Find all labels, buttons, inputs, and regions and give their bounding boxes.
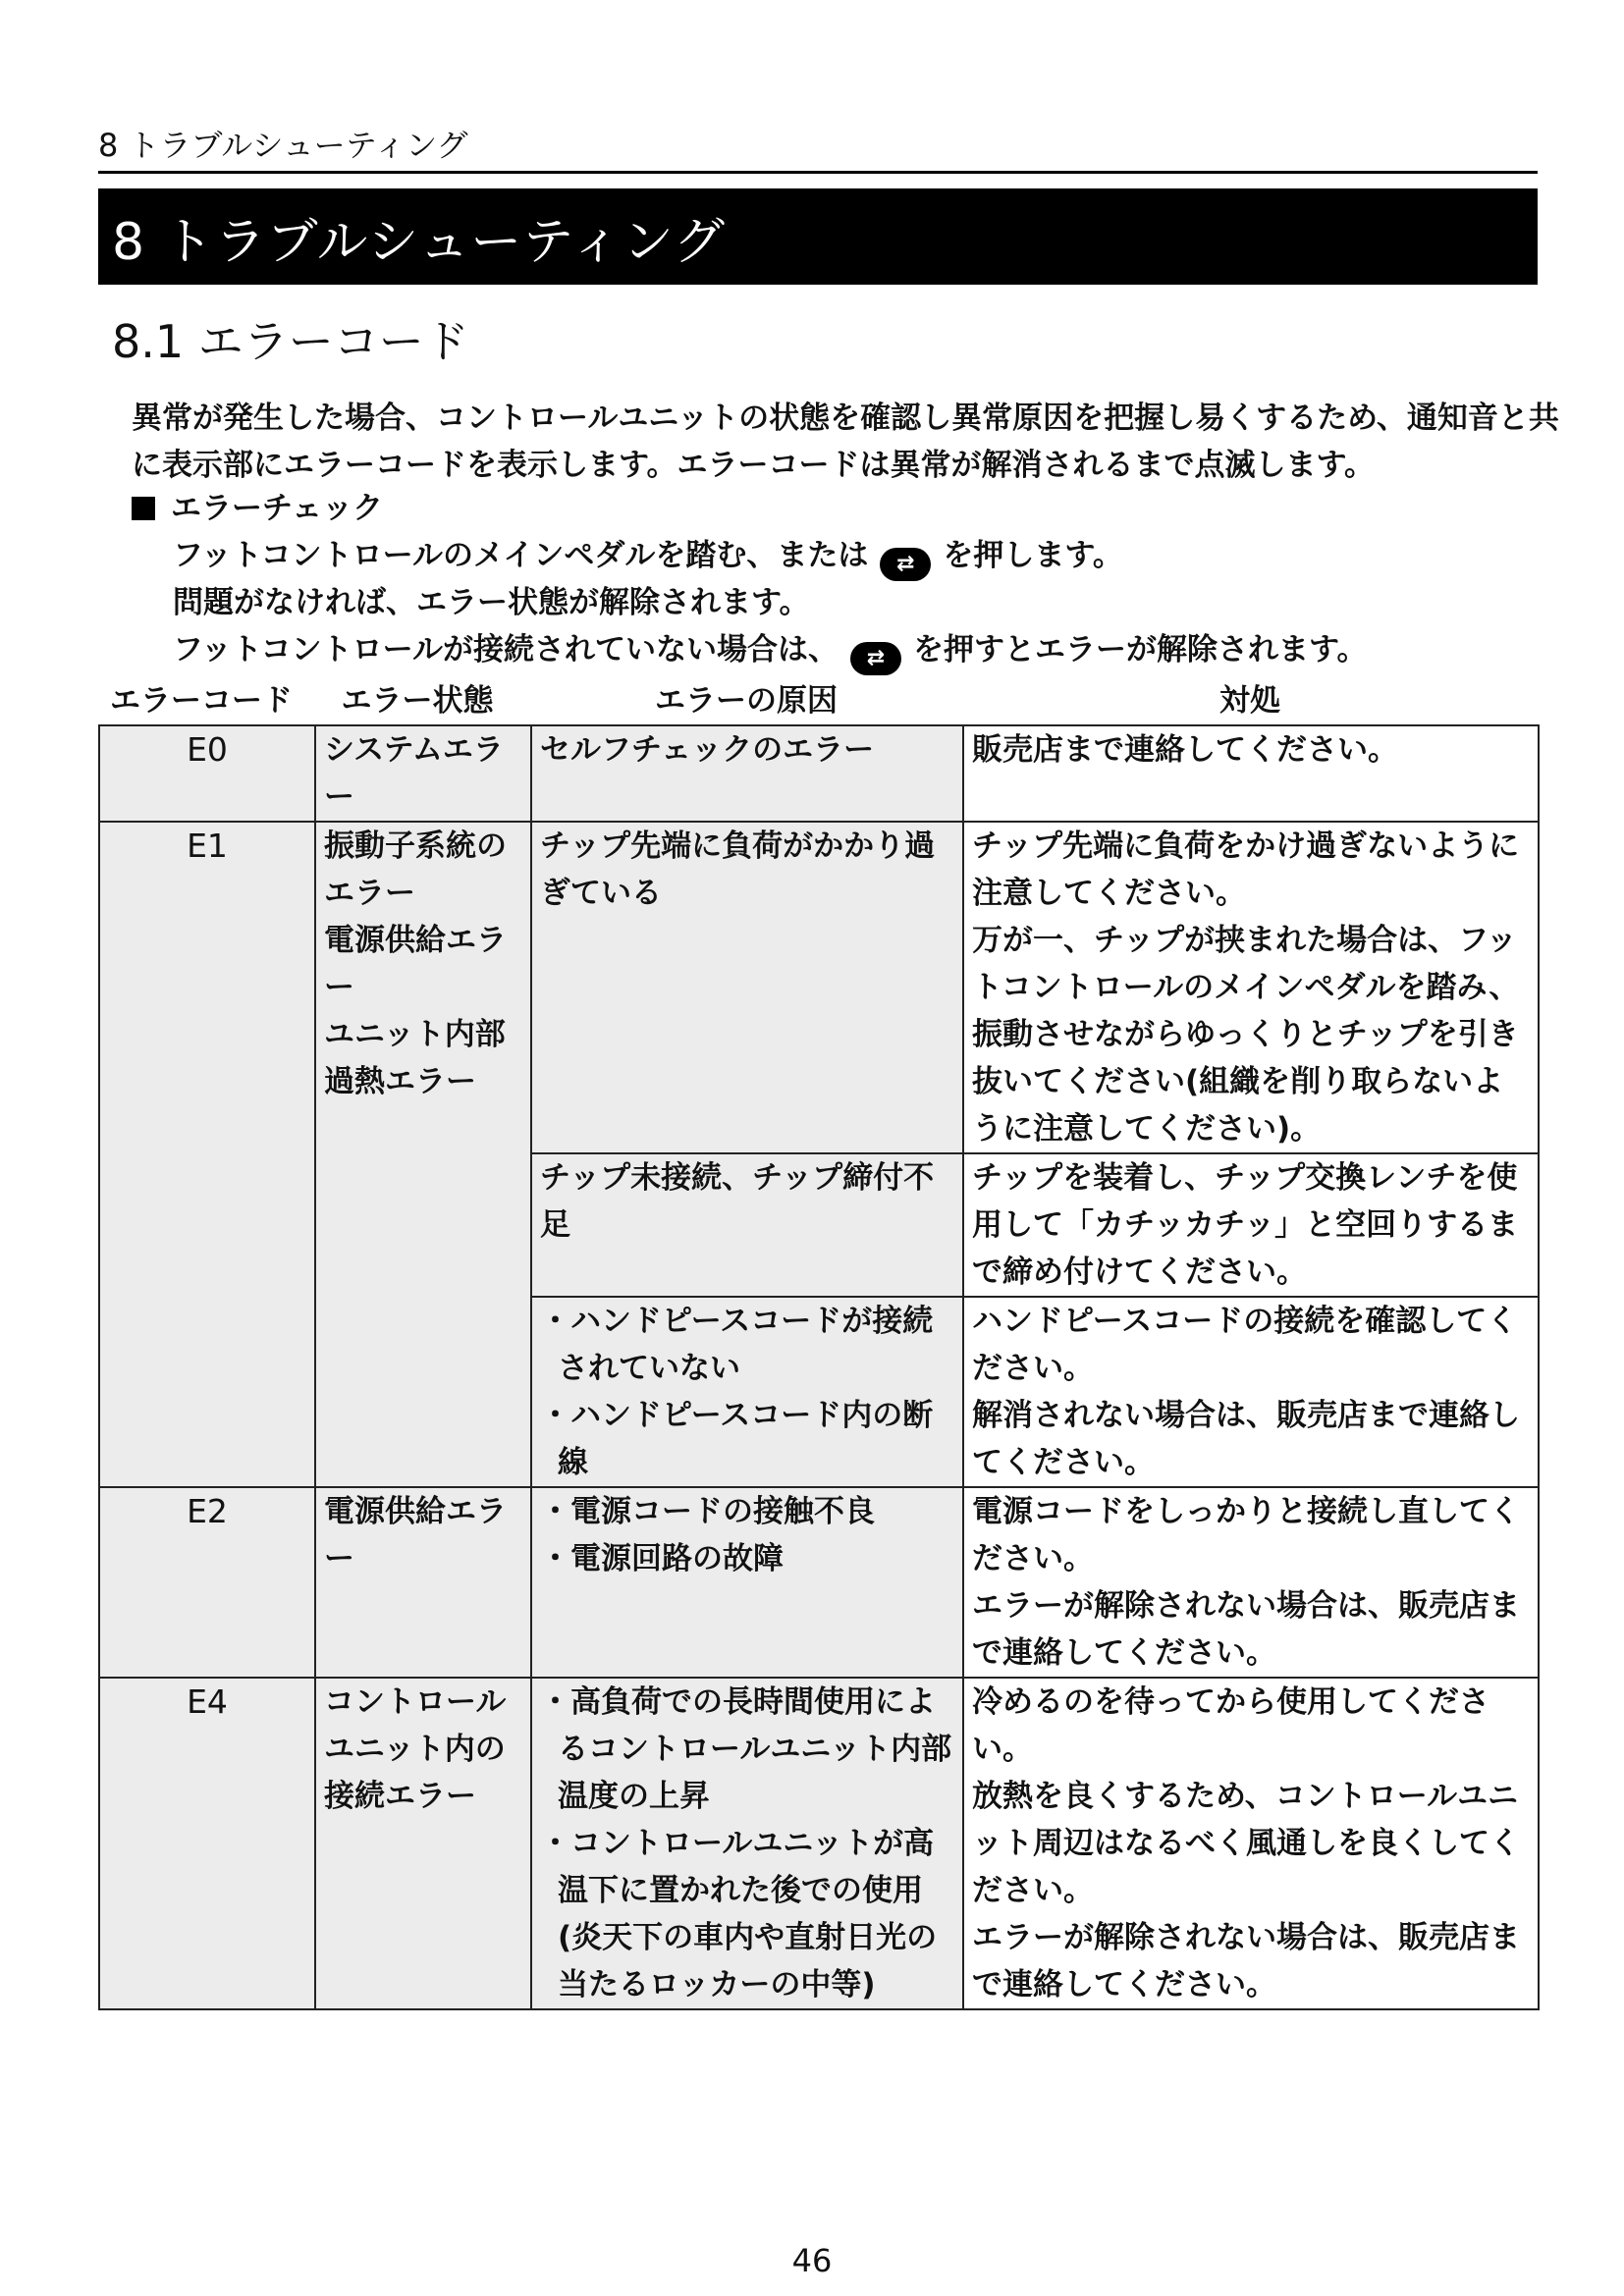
table-row	[99, 822, 1539, 1153]
error-state-cell: コントロールユニット内の接続エラー	[315, 1678, 531, 2009]
running-header: 8 トラブルシューティング	[98, 127, 468, 164]
error-action-line: 冷めるのを待ってから使用してください。	[972, 1684, 1489, 1767]
error-cause-line: ・ハンドピースコードが接続されていない	[540, 1304, 934, 1386]
error-action-cell: チップを装着し、チップ交換レンチを使用して「カチッカチッ」と空回りするまで締め付けてください。	[963, 1153, 1539, 1297]
switch-button-icon: ⇄	[850, 642, 901, 675]
error-state-line: 電源供給エラー	[324, 923, 507, 1005]
error-state-line: 振動子系統のエラー	[324, 828, 507, 911]
error-cause-line: ・コントロールユニットが高温下に置かれた後での使用(炎天下の車内や直射日光の当たるロッカーの中等)	[540, 1826, 938, 2002]
error-state-cell: システムエラー	[315, 725, 531, 822]
column-header-action: 対処	[1219, 683, 1280, 719]
error-action-cell	[963, 1487, 1539, 1678]
table-column-headers	[98, 677, 1538, 724]
error-action-cell	[963, 1297, 1539, 1487]
error-cause-line: ・高負荷での長時間使用によるコントロールユニット内部温度の上昇	[540, 1684, 952, 1814]
square-bullet-icon	[132, 497, 155, 520]
error-action-line: 解消されない場合は、販売店まで連絡してください。	[972, 1398, 1520, 1480]
error-state-cell	[315, 822, 531, 1487]
error-action-line: 万が一、チップが挟まれた場合は、フットコントロールのメインペダルを踏み、振動させながらゆっくりとチップを引き抜いてください(組織を削り取らないように注意してください)。	[972, 923, 1520, 1147]
check-line-1	[173, 532, 1123, 581]
error-check-title: エラーチェック	[171, 491, 384, 526]
error-state-line: ユニット内部過熱エラー	[324, 1017, 506, 1099]
error-action-line: チップ先端に負荷をかけ過ぎないように注意してください。	[972, 828, 1520, 911]
error-code-cell: E4	[99, 1678, 315, 2009]
error-state-cell: 電源供給エラー	[315, 1487, 531, 1678]
error-action-line: エラーが解除されない場合は、販売店まで連絡してください。	[972, 1920, 1520, 2002]
check-line-1-text-b: を押します。	[943, 538, 1123, 573]
header-rule	[98, 171, 1538, 174]
error-code-cell: E0	[99, 725, 315, 822]
error-cause-line: ・電源回路の故障	[540, 1541, 784, 1576]
error-action-cell: 販売店まで連絡してください。	[963, 725, 1539, 822]
error-cause-cell	[531, 1678, 963, 2009]
error-action-line: 放熱を良くするため、コントロールユニット周辺はなるべく風通しを良くしてください。	[972, 1779, 1520, 1908]
table-row	[99, 1487, 1539, 1678]
chapter-banner	[98, 188, 1538, 285]
error-cause-cell: セルフチェックのエラー	[531, 725, 963, 822]
error-code-cell: E1	[99, 822, 315, 1487]
check-line-2: 問題がなければ、エラー状態が解除されます。	[173, 585, 810, 620]
error-action-cell	[963, 1678, 1539, 2009]
intro-line-2: に表示部にエラーコードを表示します。エラーコードは異常が解消されるまで点滅します。	[132, 448, 1376, 483]
error-cause-cell	[531, 1297, 963, 1487]
column-header-state: エラー状態	[341, 683, 494, 719]
column-header-cause: エラーの原因	[655, 683, 838, 719]
error-cause-cell	[531, 1487, 963, 1678]
check-line-3-text-b: を押すとエラーが解除されます。	[912, 632, 1368, 667]
page-number: 46	[791, 2242, 833, 2279]
error-action-line: 電源コードをしっかりと接続し直してください。	[972, 1494, 1520, 1576]
error-action-line: エラーが解除されない場合は、販売店まで連絡してください。	[972, 1588, 1520, 1671]
check-line-1-text-a: フットコントロールのメインペダルを踏む、または	[173, 538, 869, 573]
section-title: 8.1 エラーコード	[112, 315, 469, 368]
check-line-3	[173, 626, 1368, 675]
intro-paragraph	[132, 395, 1559, 489]
error-cause-cell: チップ先端に負荷がかかり過ぎている	[531, 822, 963, 1153]
table-row	[99, 725, 1539, 822]
table-row	[99, 1678, 1539, 2009]
error-code-table	[98, 724, 1540, 2010]
column-header-code: エラーコード	[110, 683, 293, 719]
error-action-cell	[963, 822, 1539, 1153]
error-cause-cell: チップ未接続、チップ締付不足	[531, 1153, 963, 1297]
check-line-3-text-a: フットコントロールが接続されていない場合は、	[173, 632, 839, 667]
error-action-line: ハンドピースコードの接続を確認してください。	[972, 1304, 1518, 1386]
error-cause-line: ・電源コードの接触不良	[540, 1494, 875, 1529]
error-check-heading	[132, 485, 383, 532]
error-cause-line: ・ハンドピースコード内の断線	[540, 1398, 934, 1480]
switch-button-icon: ⇄	[880, 548, 931, 581]
intro-line-1: 異常が発生した場合、コントロールユニットの状態を確認し異常原因を把握し易くするため、通知音と共	[132, 400, 1559, 436]
error-code-cell: E2	[99, 1487, 315, 1678]
chapter-title: 8 トラブルシューティング	[112, 212, 726, 272]
